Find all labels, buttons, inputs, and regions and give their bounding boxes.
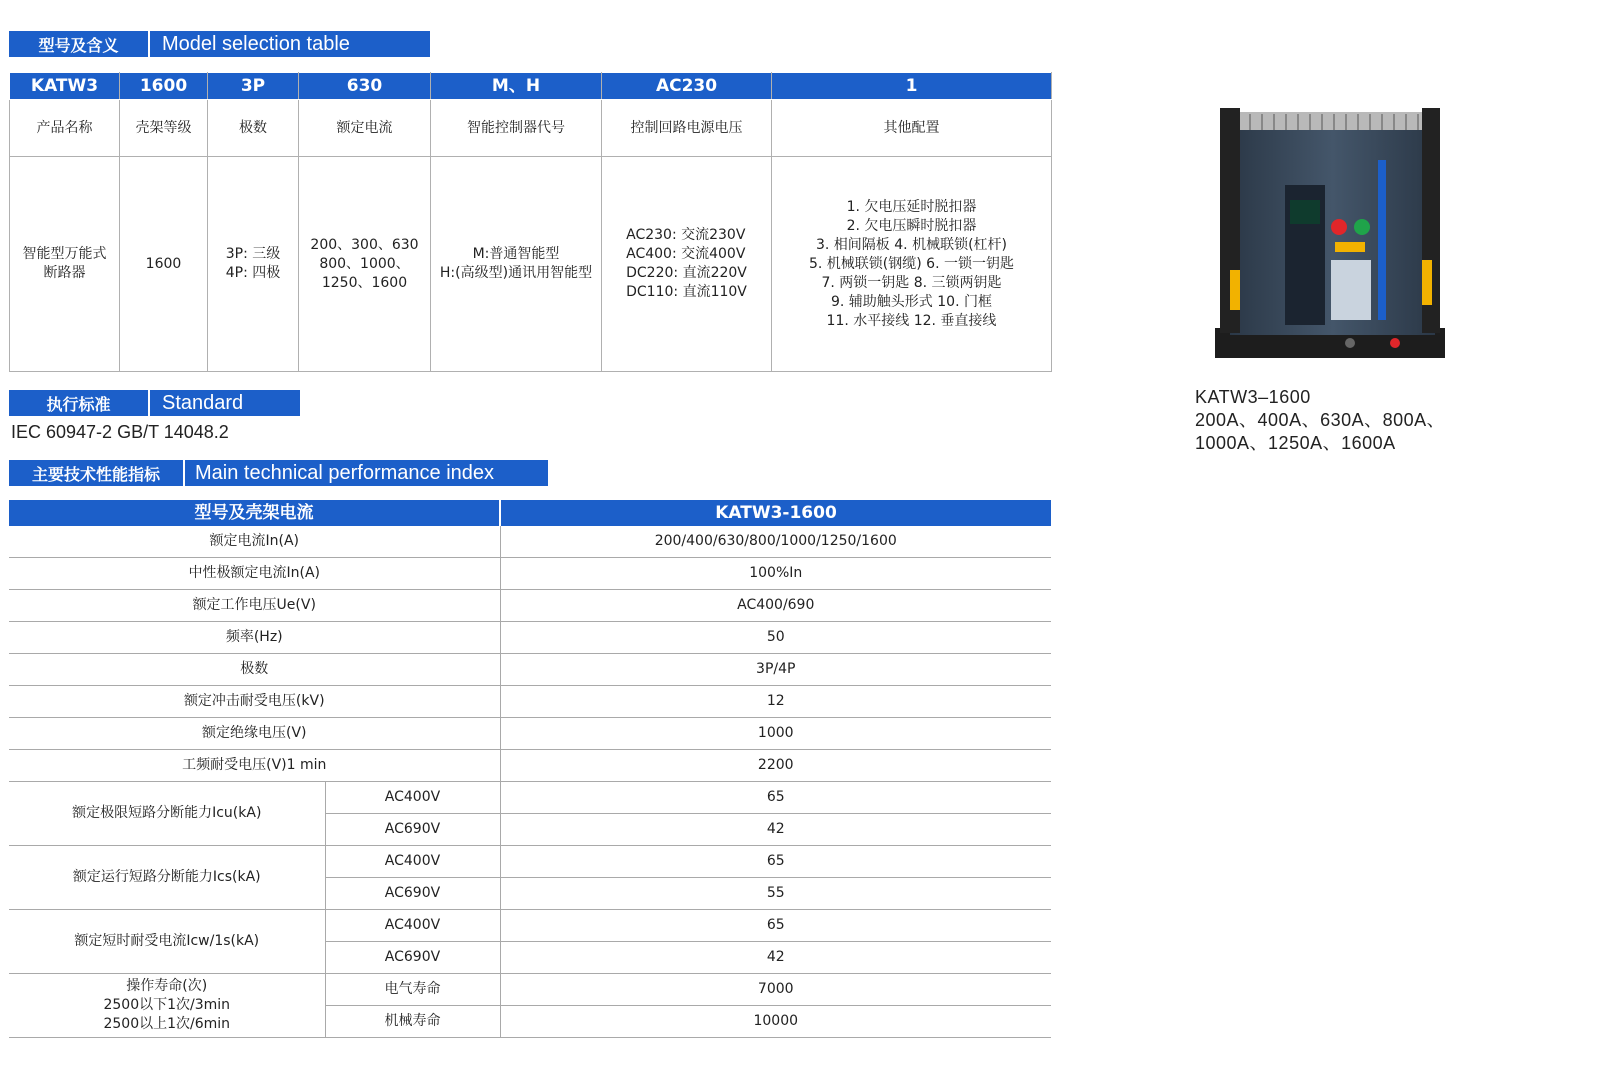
model-meaning-row: [10, 100, 1052, 157]
perf-label: 频率(Hz): [9, 622, 500, 654]
indicator-window-icon: [1335, 242, 1365, 252]
red-button-icon: [1331, 219, 1347, 235]
perf-group-label: 额定运行短路分断能力Ics(kA): [9, 846, 325, 910]
model-section-header: [9, 31, 430, 57]
meaning-cell: 产品名称: [10, 100, 120, 157]
warning-label-right-icon: [1422, 260, 1432, 305]
perf-value: 42: [500, 942, 1051, 974]
detail-line: DC220: 直流220V: [626, 265, 747, 281]
perf-group-label-line: 2500以下1次/3min: [103, 997, 231, 1013]
perf-label: 中性极额定电流In(A): [9, 558, 500, 590]
perf-header-row: [9, 500, 1051, 526]
meaning-cell: 其他配置: [772, 100, 1052, 157]
perf-group-label: 额定短时耐受电流Icw/1s(kA): [9, 910, 325, 974]
perf-row: [9, 558, 1051, 590]
detail-line: 5. 机械联锁(钢缆) 6. 一锁一钥匙: [809, 255, 1014, 272]
perf-value: 7000: [500, 974, 1051, 1006]
perf-value: 12: [500, 686, 1051, 718]
perf-sub-label: AC690V: [325, 942, 500, 974]
label-plate: [1331, 260, 1371, 320]
perf-label: 额定工作电压Ue(V): [9, 590, 500, 622]
perf-value: 3P/4P: [500, 654, 1051, 686]
model-code-row: [10, 73, 1052, 100]
product-ratings-line: 1000A、1250A、1600A: [1195, 433, 1396, 453]
perf-sub-label: AC400V: [325, 782, 500, 814]
blue-handle-slot: [1378, 160, 1386, 320]
perf-value: 65: [500, 910, 1051, 942]
perf-value: AC400/690: [500, 590, 1051, 622]
perf-sub-label: AC690V: [325, 814, 500, 846]
performance-section-title-en: Main technical performance index: [185, 460, 548, 486]
code-cell: AC230: [602, 73, 772, 100]
perf-value: 42: [500, 814, 1051, 846]
perf-sub-label: 电气寿命: [325, 974, 500, 1006]
detail-line: 800、1000、: [319, 255, 410, 272]
perf-sub-label: AC690V: [325, 878, 500, 910]
warning-label-left-icon: [1230, 270, 1240, 310]
meaning-cell: 控制回路电源电压: [602, 100, 772, 157]
perf-value: 55: [500, 878, 1051, 910]
perf-group-label: [9, 974, 325, 1038]
perf-row: [9, 590, 1051, 622]
detail-line: 1. 欠电压延时脱扣器: [846, 198, 977, 215]
detail-line: 1250、1600: [321, 274, 408, 291]
perf-group-label-line: 操作寿命(次): [126, 978, 208, 994]
detail-line: 3P: 三级: [225, 246, 281, 262]
perf-row: [9, 622, 1051, 654]
meaning-cell: 额定电流: [299, 100, 431, 157]
product-model: KATW3–1600: [1195, 387, 1311, 407]
code-cell: 1: [772, 73, 1052, 100]
standard-section-title-cn: 执行标准: [9, 390, 150, 416]
perf-row: [9, 718, 1051, 750]
perf-value: 200/400/630/800/1000/1250/1600: [500, 526, 1051, 558]
display-screen: [1290, 200, 1320, 224]
product-ratings-line: 200A、400A、630A、800A、: [1195, 410, 1446, 430]
code-cell: KATW3: [10, 73, 120, 100]
perf-row: [9, 686, 1051, 718]
perf-group-label-line: 2500以上1次/6min: [103, 1016, 231, 1032]
perf-group-row: [9, 846, 1051, 878]
detail-line: AC230: 交流230V: [626, 227, 746, 243]
detail-line: 断路器: [43, 265, 86, 281]
detail-line: 3. 相间隔板 4. 机械联锁(杠杆): [816, 236, 1007, 253]
code-cell: 630: [299, 73, 431, 100]
perf-value: 65: [500, 782, 1051, 814]
knob-icon: [1345, 338, 1355, 348]
standard-section-title-en: Standard: [150, 390, 300, 416]
performance-section-header: [9, 460, 548, 486]
perf-sub-label: AC400V: [325, 910, 500, 942]
detail-line: DC110: 直流110V: [626, 284, 747, 300]
code-cell: 3P: [208, 73, 299, 100]
perf-sub-label: 机械寿命: [325, 1006, 500, 1038]
detail-voltage-cell: [602, 157, 772, 372]
perf-value: 65: [500, 846, 1051, 878]
perf-sub-label: AC400V: [325, 846, 500, 878]
model-detail-row: [10, 157, 1052, 372]
perf-label: 极数: [9, 654, 500, 686]
meaning-cell: 极数: [208, 100, 299, 157]
perf-group-row: [9, 974, 1051, 1006]
voltage-list: [626, 226, 747, 302]
detail-line: H:(高级型)通讯用智能型: [439, 265, 593, 281]
knob-icon: [1390, 338, 1400, 348]
meaning-cell: 智能控制器代号: [431, 100, 602, 157]
perf-row: [9, 654, 1051, 686]
perf-value: 2200: [500, 750, 1051, 782]
green-button-icon: [1354, 219, 1370, 235]
perf-group-row: [9, 782, 1051, 814]
perf-header-label: 型号及壳架电流: [9, 500, 500, 526]
performance-section-title-cn: 主要技术性能指标: [9, 460, 185, 486]
perf-label: 额定冲击耐受电压(kV): [9, 686, 500, 718]
detail-line: 9. 辅助触头形式 10. 门框: [831, 293, 992, 310]
model-section-title-en: Model selection table: [150, 31, 430, 57]
perf-value: 100%In: [500, 558, 1051, 590]
perf-header-model: KATW3-1600: [500, 500, 1051, 526]
model-selection-table: [9, 72, 1052, 372]
perf-label: 工频耐受电压(V)1 min: [9, 750, 500, 782]
meaning-cell: 壳架等级: [120, 100, 208, 157]
detail-line: AC400: 交流400V: [626, 246, 746, 262]
detail-frame-cell: [120, 157, 208, 372]
model-section-title-cn: 型号及含义: [9, 31, 150, 57]
detail-line: 11. 水平接线 12. 垂直接线: [826, 312, 997, 329]
detail-line: 2. 欠电压瞬时脱扣器: [846, 217, 977, 234]
detail-other-cell: [772, 157, 1052, 372]
code-cell: M、H: [431, 73, 602, 100]
detail-controller-cell: [431, 157, 602, 372]
detail-line: 1600: [145, 255, 182, 272]
detail-line: 4P: 四极: [225, 265, 281, 281]
standard-text: IEC 60947-2 GB/T 14048.2: [11, 422, 229, 442]
detail-line: M:普通智能型: [472, 246, 560, 262]
perf-group-label: 额定极限短路分断能力Icu(kA): [9, 782, 325, 846]
perf-row: [9, 526, 1051, 558]
detail-current-cell: [299, 157, 431, 372]
circuit-breaker-illustration: [1190, 100, 1480, 390]
perf-group-row: [9, 910, 1051, 942]
code-cell: 1600: [120, 73, 208, 100]
standard-section-header: [9, 390, 300, 416]
detail-line: 智能型万能式: [22, 246, 107, 262]
detail-poles-cell: [208, 157, 299, 372]
perf-label: 额定绝缘电压(V): [9, 718, 500, 750]
perf-label: 额定电流In(A): [9, 526, 500, 558]
performance-table: [9, 500, 1051, 1038]
perf-value: 10000: [500, 1006, 1051, 1038]
perf-value: 50: [500, 622, 1051, 654]
detail-line: 200、300、630: [310, 236, 419, 253]
detail-product-cell: [10, 157, 120, 372]
perf-row: [9, 750, 1051, 782]
perf-value: 1000: [500, 718, 1051, 750]
product-caption: [1195, 386, 1445, 455]
detail-line: 7. 两锁一钥匙 8. 三锁两钥匙: [821, 274, 1002, 291]
